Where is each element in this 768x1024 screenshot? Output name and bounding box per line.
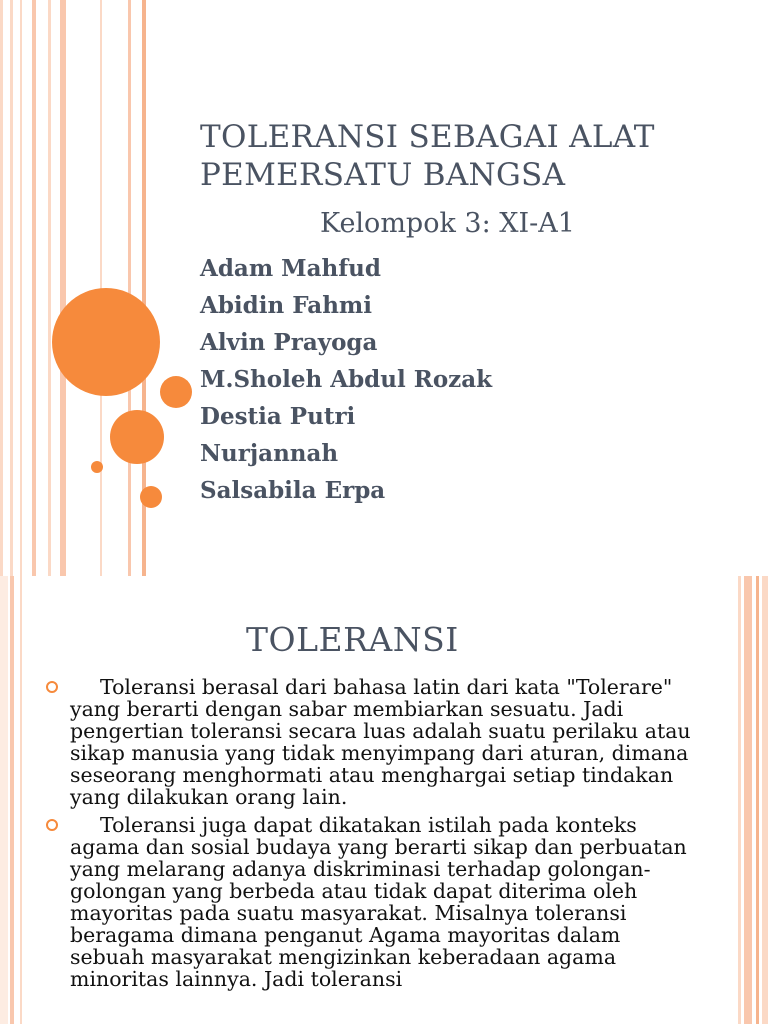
decorative-stripe xyxy=(128,0,131,576)
decorative-stripe xyxy=(744,576,752,1024)
decorative-stripe xyxy=(0,576,8,1024)
decorative-stripe xyxy=(0,0,3,576)
medium-circle-decoration xyxy=(110,410,164,464)
paragraph: Toleransi juga dapat dikatakan istilah pada konteks agama dan sosial budaya yang berarti sikap dan perbuatan yang melarang adanya diskriminasi terhadap golongan-golongan yang berbeda atau tidak dapat diterima oleh mayoritas pada suatu masyarakat. Misalnya toleransi beragama dimana penganut Agama mayoritas dalam sebuah masyarakat mengizinkan keberadaan agama minoritas lainnya. Jadi toleransi xyxy=(70,813,687,991)
slide-title: TOLERANSI SEBAGAI ALAT PEMERSATU BANGSA xyxy=(200,119,655,193)
large-circle-decoration xyxy=(52,288,160,396)
member-list xyxy=(200,250,492,509)
member-name: M.Sholeh Abdul Rozak xyxy=(200,366,493,393)
decorative-stripe xyxy=(10,0,13,576)
bullet-item xyxy=(40,814,700,990)
slide-title: TOLERANSI xyxy=(246,620,459,659)
member-name: Nurjannah xyxy=(200,440,339,467)
paragraph: Toleransi berasal dari bahasa latin dari kata "Tolerare" yang berarti dengan sabar membiarkan sesuatu. Jadi pengertian toleransi secara luas adalah suatu perilaku atau sikap manusia yang tidak menyimpang dari aturan, dimana seseorang menghormati atau menghargai setiap tindakan yang dilakukan orang lain. xyxy=(70,675,691,809)
circle-bullet-icon xyxy=(46,681,58,693)
decorative-stripe xyxy=(48,0,51,576)
member-name: Abidin Fahmi xyxy=(200,292,372,319)
member-name: Salsabila Erpa xyxy=(200,477,386,504)
decorative-stripe xyxy=(32,0,36,576)
decorative-stripe xyxy=(10,576,14,1024)
bullet-list xyxy=(40,676,700,996)
slide-subtitle: Kelompok 3: XI-A1 xyxy=(320,208,575,239)
small-circle-decoration xyxy=(140,486,162,508)
member-name: Alvin Prayoga xyxy=(200,329,378,356)
bullet-item xyxy=(40,676,700,808)
member-name: Adam Mahfud xyxy=(200,255,381,282)
decorative-stripe xyxy=(756,576,759,1024)
tiny-circle-decoration xyxy=(91,461,103,473)
decorative-stripe xyxy=(60,0,66,576)
decorative-stripe xyxy=(20,0,22,576)
decorative-stripe xyxy=(738,576,741,1024)
content-slide xyxy=(0,576,768,1024)
circle-bullet-icon xyxy=(46,819,58,831)
small-circle-decoration xyxy=(160,376,192,408)
decorative-stripe xyxy=(20,576,22,1024)
decorative-stripe xyxy=(762,576,768,1024)
member-name: Destia Putri xyxy=(200,403,356,430)
